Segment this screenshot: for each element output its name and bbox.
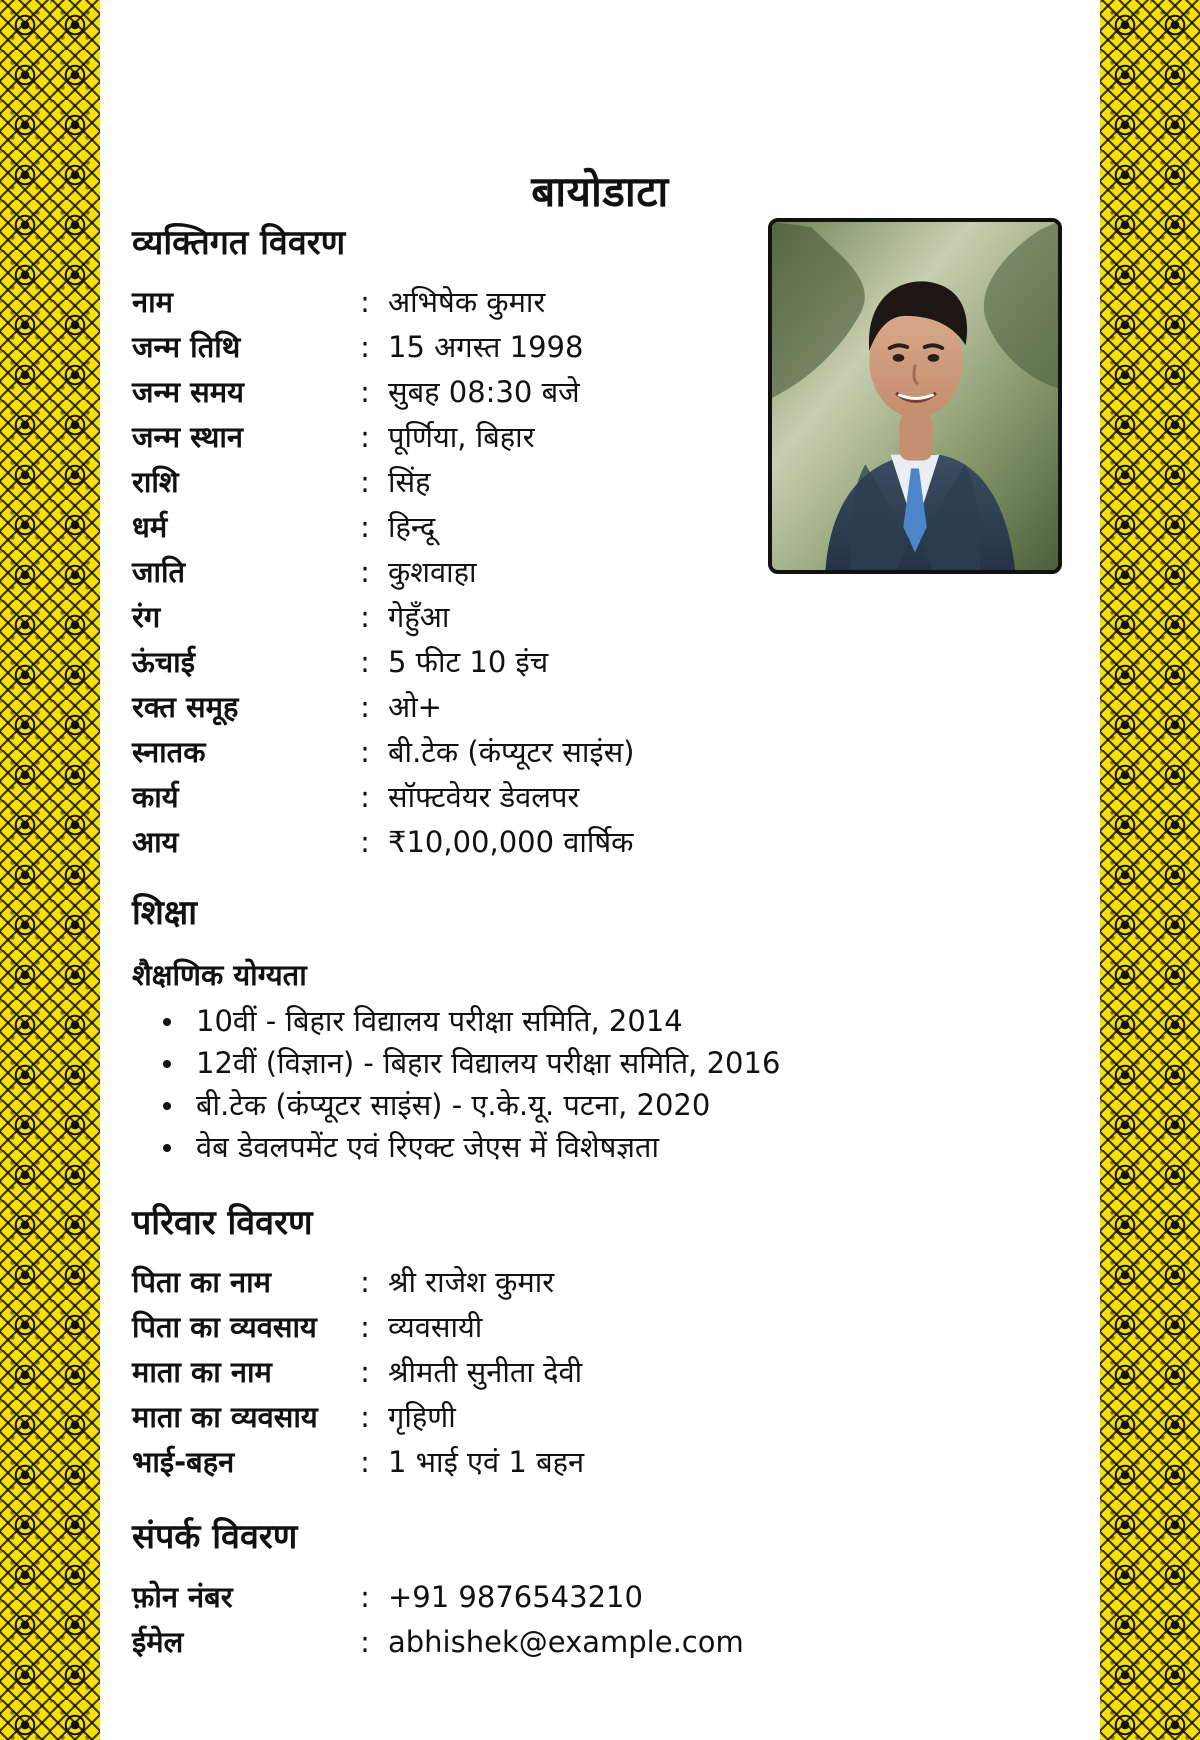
contact-details-list bbox=[132, 1575, 852, 1665]
profile-photo bbox=[768, 218, 1062, 574]
personal-row-income bbox=[132, 820, 852, 865]
field-label: जन्म तिथि bbox=[132, 330, 241, 364]
education-list bbox=[196, 1000, 1016, 1168]
field-separator: : bbox=[360, 420, 370, 454]
field-separator: : bbox=[360, 555, 370, 589]
family-row-father-name bbox=[132, 1260, 852, 1305]
field-label: फ़ोन नंबर bbox=[132, 1580, 233, 1614]
family-details-list bbox=[132, 1260, 852, 1485]
field-separator: : bbox=[360, 825, 370, 859]
field-value: सिंह bbox=[388, 465, 431, 499]
field-value: श्री राजेश कुमार bbox=[388, 1265, 555, 1299]
field-value: अभिषेक कुमार bbox=[388, 285, 546, 319]
field-separator: : bbox=[360, 330, 370, 364]
field-value: 15 अगस्त 1998 bbox=[388, 330, 584, 364]
education-list-item: 12वीं (विज्ञान) - बिहार विद्यालय परीक्षा समिति, 2016 bbox=[196, 1042, 1016, 1084]
field-separator: : bbox=[360, 735, 370, 769]
field-label: राशि bbox=[132, 465, 179, 499]
family-row-mother-name bbox=[132, 1350, 852, 1395]
field-label: कार्य bbox=[132, 780, 179, 814]
education-list-item: 10वीं - बिहार विद्यालय परीक्षा समिति, 2014 bbox=[196, 1000, 1016, 1042]
field-label: स्नातक bbox=[132, 735, 206, 769]
field-value: गृहिणी bbox=[388, 1400, 456, 1434]
family-row-mother-occupation bbox=[132, 1395, 852, 1440]
field-separator: : bbox=[360, 1580, 370, 1614]
personal-details-list bbox=[132, 280, 852, 865]
field-value: 1 भाई एवं 1 बहन bbox=[388, 1445, 585, 1479]
field-separator: : bbox=[360, 690, 370, 724]
field-label: जाति bbox=[132, 555, 186, 589]
field-value: व्यवसायी bbox=[388, 1310, 483, 1344]
field-separator: : bbox=[360, 510, 370, 544]
decorative-border-right bbox=[1100, 0, 1200, 1740]
biodata-sheet bbox=[100, 0, 1100, 1740]
personal-row-religion bbox=[132, 505, 852, 550]
field-label: भाई-बहन bbox=[132, 1445, 235, 1479]
field-value: कुशवाहा bbox=[388, 555, 477, 589]
personal-row-name bbox=[132, 280, 852, 325]
field-label: पिता का व्यवसाय bbox=[132, 1310, 317, 1344]
education-subheading: शैक्षणिक योग्यता bbox=[132, 958, 307, 992]
field-label: ऊंचाई bbox=[132, 645, 195, 679]
field-label: धर्म bbox=[132, 510, 168, 544]
field-value: सुबह 08:30 बजे bbox=[388, 375, 580, 409]
decorative-border-left bbox=[0, 0, 100, 1740]
field-label: जन्म स्थान bbox=[132, 420, 244, 454]
family-row-siblings bbox=[132, 1440, 852, 1485]
field-value: बी.टेक (कंप्यूटर साइंस) bbox=[388, 735, 635, 769]
contact-row-email bbox=[132, 1620, 852, 1665]
field-value: +91 9876543210 bbox=[388, 1580, 643, 1614]
personal-row-complexion bbox=[132, 595, 852, 640]
field-separator: : bbox=[360, 1355, 370, 1389]
field-label: ईमेल bbox=[132, 1625, 184, 1659]
field-value: ₹10,00,000 वार्षिक bbox=[388, 825, 634, 859]
personal-row-birth-place bbox=[132, 415, 852, 460]
field-separator: : bbox=[360, 465, 370, 499]
field-separator: : bbox=[360, 1310, 370, 1344]
profile-photo-icon bbox=[772, 222, 1058, 570]
personal-row-birth-time bbox=[132, 370, 852, 415]
field-separator: : bbox=[360, 375, 370, 409]
education-list-item: वेब डेवलपमेंट एवं रिएक्ट जेएस में विशेषज्ञता bbox=[196, 1126, 1016, 1168]
field-value: सॉफ्टवेयर डेवलपर bbox=[388, 780, 580, 814]
field-value: abhishek@example.com bbox=[388, 1625, 744, 1659]
personal-row-rashi bbox=[132, 460, 852, 505]
field-separator: : bbox=[360, 285, 370, 319]
personal-row-caste bbox=[132, 550, 852, 595]
field-label: आय bbox=[132, 825, 179, 859]
family-row-father-occupation bbox=[132, 1305, 852, 1350]
field-label: रंग bbox=[132, 600, 161, 634]
family-details-heading: परिवार विवरण bbox=[132, 1203, 313, 1243]
field-separator: : bbox=[360, 1400, 370, 1434]
field-separator: : bbox=[360, 1265, 370, 1299]
field-separator: : bbox=[360, 600, 370, 634]
contact-details-heading: संपर्क विवरण bbox=[132, 1517, 298, 1557]
field-label: रक्त समूह bbox=[132, 690, 239, 724]
field-value: ओ+ bbox=[388, 690, 442, 724]
field-separator: : bbox=[360, 780, 370, 814]
field-label: जन्म समय bbox=[132, 375, 244, 409]
field-value: हिन्दू bbox=[388, 510, 436, 544]
field-separator: : bbox=[360, 1625, 370, 1659]
page-title: बायोडाटा bbox=[531, 167, 669, 217]
personal-row-height bbox=[132, 640, 852, 685]
personal-row-birth-date bbox=[132, 325, 852, 370]
field-label: माता का व्यवसाय bbox=[132, 1400, 318, 1434]
contact-row-phone bbox=[132, 1575, 852, 1620]
personal-row-work bbox=[132, 775, 852, 820]
field-label: नाम bbox=[132, 285, 173, 319]
education-heading: शिक्षा bbox=[132, 893, 198, 933]
field-separator: : bbox=[360, 1445, 370, 1479]
education-list-item: बी.टेक (कंप्यूटर साइंस) - ए.के.यू. पटना, 2020 bbox=[196, 1084, 1016, 1126]
field-value: 5 फीट 10 इंच bbox=[388, 645, 549, 679]
field-label: माता का नाम bbox=[132, 1355, 272, 1389]
field-value: पूर्णिया, बिहार bbox=[388, 420, 535, 454]
personal-row-blood-group bbox=[132, 685, 852, 730]
field-value: श्रीमती सुनीता देवी bbox=[388, 1355, 583, 1389]
field-label: पिता का नाम bbox=[132, 1265, 271, 1299]
personal-row-graduation bbox=[132, 730, 852, 775]
personal-details-heading: व्यक्तिगत विवरण bbox=[132, 223, 346, 263]
field-separator: : bbox=[360, 645, 370, 679]
field-value: गेहुँआ bbox=[388, 600, 450, 634]
